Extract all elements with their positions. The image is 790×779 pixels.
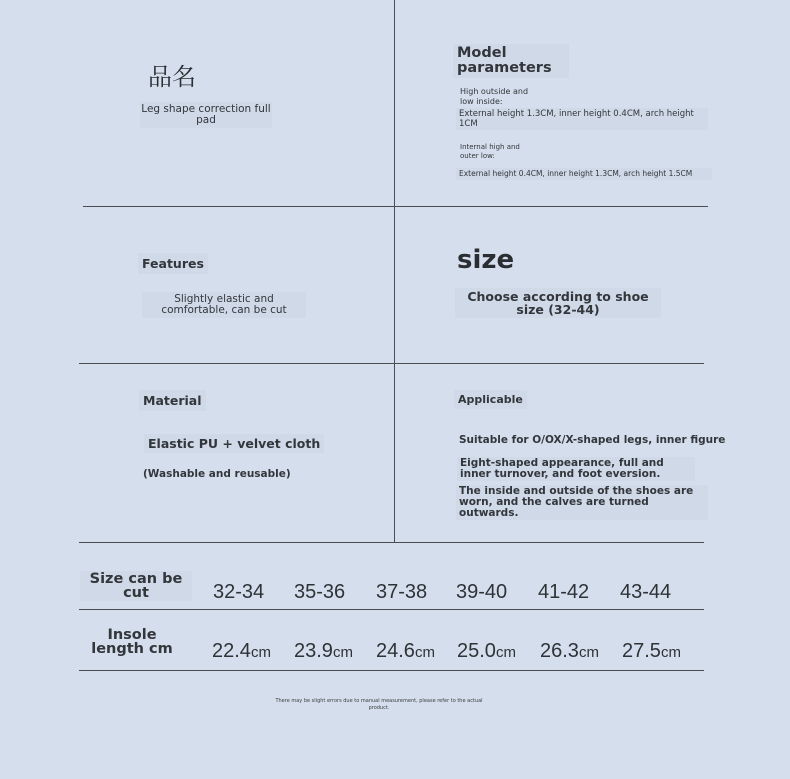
product-name-heading: 品名	[148, 63, 196, 91]
length-cell	[294, 640, 353, 663]
model-option2-detail: External height 0.4CM, inner height 1.3CM, arch height 1.5CM	[456, 168, 712, 180]
size-row-label: Size can be cut	[80, 571, 192, 601]
length-unit: cm	[660, 644, 681, 661]
length-unit: cm	[578, 644, 599, 661]
footnote: There may be slight errors due to manual measurement, please refer to the actual product.	[275, 698, 483, 711]
material-value: Elastic PU + velvet cloth	[144, 434, 324, 453]
center-divider	[394, 0, 395, 542]
row-divider-1	[83, 206, 708, 207]
applicable-line1: Suitable for O/OX/X-shaped legs, inner figure	[459, 434, 726, 446]
length-row-label: Insole length cm	[91, 627, 173, 657]
size-value: Choose according to shoe size (32-44)	[455, 288, 661, 318]
row-divider-2	[79, 363, 704, 364]
size-cell: 43-44	[620, 581, 672, 603]
size-cell: 35-36	[294, 581, 346, 603]
length-unit: cm	[250, 644, 271, 661]
model-option1-label: High outside and low inside:	[460, 87, 529, 106]
material-note: (Washable and reusable)	[143, 468, 291, 480]
applicable-line3: The inside and outside of the shoes are worn, and the calves are turned outwards.	[456, 485, 708, 520]
length-value: 27.5	[622, 640, 661, 662]
size-cell: 32-34	[213, 581, 265, 603]
applicable-heading: Applicable	[454, 390, 527, 409]
length-cell	[540, 640, 599, 663]
size-cell: 39-40	[456, 581, 508, 603]
length-cell	[622, 640, 681, 663]
length-unit: cm	[332, 644, 353, 661]
model-option1-detail: External height 1.3CM, inner height 0.4CM, arch height 1CM	[456, 108, 708, 130]
length-value: 22.4	[212, 640, 251, 662]
length-value: 25.0	[457, 640, 496, 662]
length-unit: cm	[414, 644, 435, 661]
table-divider-2	[79, 670, 704, 671]
length-value: 24.6	[376, 640, 415, 662]
applicable-line2: Eight-shaped appearance, full and inner turnover, and foot eversion.	[457, 457, 695, 481]
model-parameters-heading: Model parameters	[453, 44, 569, 78]
table-divider-1	[79, 609, 704, 610]
features-heading: Features	[138, 253, 208, 274]
row-divider-3	[79, 542, 704, 543]
length-unit: cm	[495, 644, 516, 661]
size-cell: 37-38	[376, 581, 428, 603]
material-heading: Material	[139, 390, 206, 411]
length-value: 23.9	[294, 640, 333, 662]
size-cell: 41-42	[538, 581, 590, 603]
length-value: 26.3	[540, 640, 579, 662]
product-name-value: Leg shape correction full pad	[141, 103, 271, 126]
model-option2-label: Internal high and outer low:	[460, 143, 520, 160]
length-cell	[376, 640, 435, 663]
length-cell	[212, 640, 271, 663]
features-value: Slightly elastic and comfortable, can be cut	[142, 292, 306, 318]
size-heading: size	[457, 245, 515, 275]
length-cell	[457, 640, 516, 663]
